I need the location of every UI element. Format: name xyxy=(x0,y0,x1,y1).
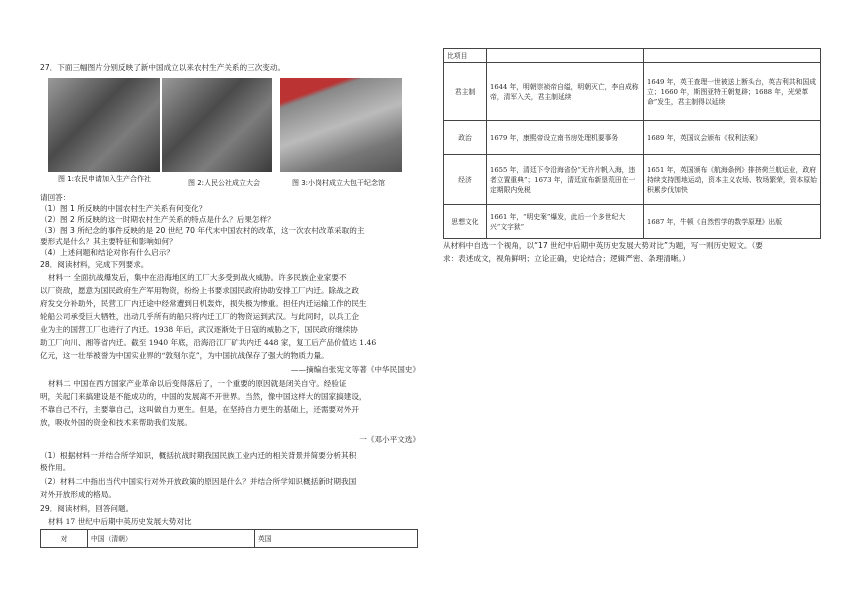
row-england: 1649 年，英王查理一世被送上断头台，英吉利共和国成立；1660 年，斯图亚特王朝复辟；1688 年，光荣革命”发生，君主制得以延续 xyxy=(644,63,821,121)
row-key: 政治 xyxy=(444,121,487,155)
row-china: 1644 年，明朝崇祯帝自缢，明朝灭亡，李自成称帝，清军入关，君主制延续 xyxy=(487,63,644,121)
row-key: 思想文化 xyxy=(444,205,487,239)
table-head-cell: 比项目 xyxy=(444,49,487,63)
table-row xyxy=(444,121,821,155)
q29-head-cell: 英国 xyxy=(255,530,418,548)
q28-m2-line: 材料二 中国在西方国家产业革命以后变得落后了，一个重要的原因就是闭关自守。经验证 xyxy=(48,379,347,388)
q28-item-1b: 极作用。 xyxy=(40,463,71,472)
q28-title: 28．阅读材料，完成下列要求。 xyxy=(40,260,149,269)
comparison-table xyxy=(443,48,821,239)
photo-3 xyxy=(280,78,402,172)
q28-m2-line: 不靠自己不行，主要靠自己，这叫做自力更生。但是，在坚持自力更生的基础上，还需要对外开 xyxy=(40,405,359,414)
q27-item-3b: 要形式是什么？其主要特征和影响如何？ xyxy=(40,237,177,246)
q28-item-2: （2）材料二中指出当代中国实行对外开放政策的原因是什么？并结合所学知识概括新时期我国 xyxy=(40,477,357,486)
table-row xyxy=(444,155,821,205)
q28-m2-line: 明，关起门来搞建设是不能成功的，中国的发展离不开世界。当然，像中国这样大的国家搞建设， xyxy=(40,392,367,401)
q28-m1-line: 材料一 全面抗战爆发后，集中在沿海地区的工厂大多受到战火威胁。许多民族企业家要不 xyxy=(48,273,347,282)
q28-m1-line: 助工厂向川、湘等省内迁。截至 1940 年底，沿海沿江厂矿共内迁 448 家，复工后产品价值达 1.46 xyxy=(40,338,377,347)
row-england: 1651 年，英国颁布《航海条例》排挤荷兰航运业，政府持续支持围地运动，资本主义农场、牧场繁荣，资本原始积累步伐加快 xyxy=(644,155,821,205)
table-head-cell xyxy=(487,49,644,63)
q27-item-1: （1）图 1 所反映的中国农村生产关系有何变化？ xyxy=(40,204,207,213)
q29-instruction-1: 从材料中自选一个视角，以“17 世纪中后期中英历史发展大势对比”为题，写一则历史短文。（要 xyxy=(443,241,763,250)
q29-head-cell: 中国（清朝） xyxy=(88,530,255,548)
q28-m2-source: 一《邓小平文选》 xyxy=(359,435,420,444)
q29-table-title: 材料 17 世纪中后期中英历史发展大势对比 xyxy=(48,517,192,526)
q28-m1-line: 府发交分补助外，民营工厂内迁途中经常遭到日机轰炸，损失极为惨重。担任内迁运输工作的民生 xyxy=(40,299,367,308)
q28-m1-source: ——摘编自张宪文等著《中华民国史》 xyxy=(290,365,420,374)
q29-table-header xyxy=(40,529,418,548)
q28-m1-line: 轮船公司承受巨大牺牲，出动几乎所有的船只将内迁工厂的物资运到武汉。与此同时，以兵工企 xyxy=(40,312,359,321)
q27-item-3: （3）图 3 所纪念的事件反映的是 20 世纪 70 年代末中国农村的改革，这一次农村改革采取的主 xyxy=(40,226,365,235)
table-row xyxy=(444,63,821,121)
q28-item-1: （1）根据材料一并结合所学知识，概括抗战时期我国民族工业内迁的相关背景并简要分析其积 xyxy=(40,451,357,460)
caption-1: 图 1:农民申请加入生产合作社 xyxy=(58,175,152,183)
caption-3: 图 3:小岗村成立大包干纪念馆 xyxy=(292,179,386,187)
q28-m2-line: 放，吸收外国的资金和技术来帮助我们发展。 xyxy=(40,418,192,427)
q29-title: 29．阅读材料，回答问题。 xyxy=(40,504,134,513)
row-england: 1689 年，英国议会颁布《权利法案》 xyxy=(644,121,821,155)
q27-title: 27．下面三幅图片分别反映了新中国成立以来农村生产关系的三次变动。 xyxy=(40,63,286,72)
q29-head-cell: 对 xyxy=(41,530,88,548)
row-china: 1655 年，清廷下令沿海省份“无许片帆入海，违者立置重典”；1673 年，清廷宣布新垦荒田在一定期限内免税 xyxy=(487,155,644,205)
photo-1 xyxy=(48,78,160,172)
row-china: 1679 年，康熙帝设立南书房处理机要事务 xyxy=(487,121,644,155)
table-row xyxy=(444,205,821,239)
row-china: 1661 年，“明史案”爆发，此后一个多世纪大兴“文字狱” xyxy=(487,205,644,239)
table-head-cell xyxy=(644,49,821,63)
photo-2 xyxy=(162,78,272,172)
row-england: 1687 年，牛顿《自然哲学的数学原理》出版 xyxy=(644,205,821,239)
q27-item-4: （4）上述问题和结论对你有什么启示？ xyxy=(40,248,174,257)
q28-item-2b: 对外开放形成的格局。 xyxy=(40,490,116,499)
row-key: 经济 xyxy=(444,155,487,205)
caption-2: 图 2:人民公社成立大会 xyxy=(188,179,261,187)
q28-m1-line: 业为主的国营工厂也进行了内迁。1938 年后，武汉逐渐处于日寇的威胁之下，国民政府继续协 xyxy=(40,325,358,334)
q28-m1-line: 亿元，这一壮举被誉为中国实业界的“敦刻尔克”，为中国抗战保存了强大的物质力量。 xyxy=(40,351,329,360)
q28-m1-line: 以厂资敌，愿意为国民政府生产军用物资，纷纷上书要求国民政府协助安排工厂内迁。除战之政 xyxy=(40,286,359,295)
q29-instruction-2: 求：表述成文，视角鲜明；立论正确，史论结合；逻辑严密、条理清晰。） xyxy=(443,254,690,263)
q27-prompt: 请回答： xyxy=(40,193,71,202)
row-key: 君主制 xyxy=(444,63,487,121)
q27-item-2: （2）图 2 所反映的这一时期农村生产关系的特点是什么？后果怎样？ xyxy=(40,215,275,224)
